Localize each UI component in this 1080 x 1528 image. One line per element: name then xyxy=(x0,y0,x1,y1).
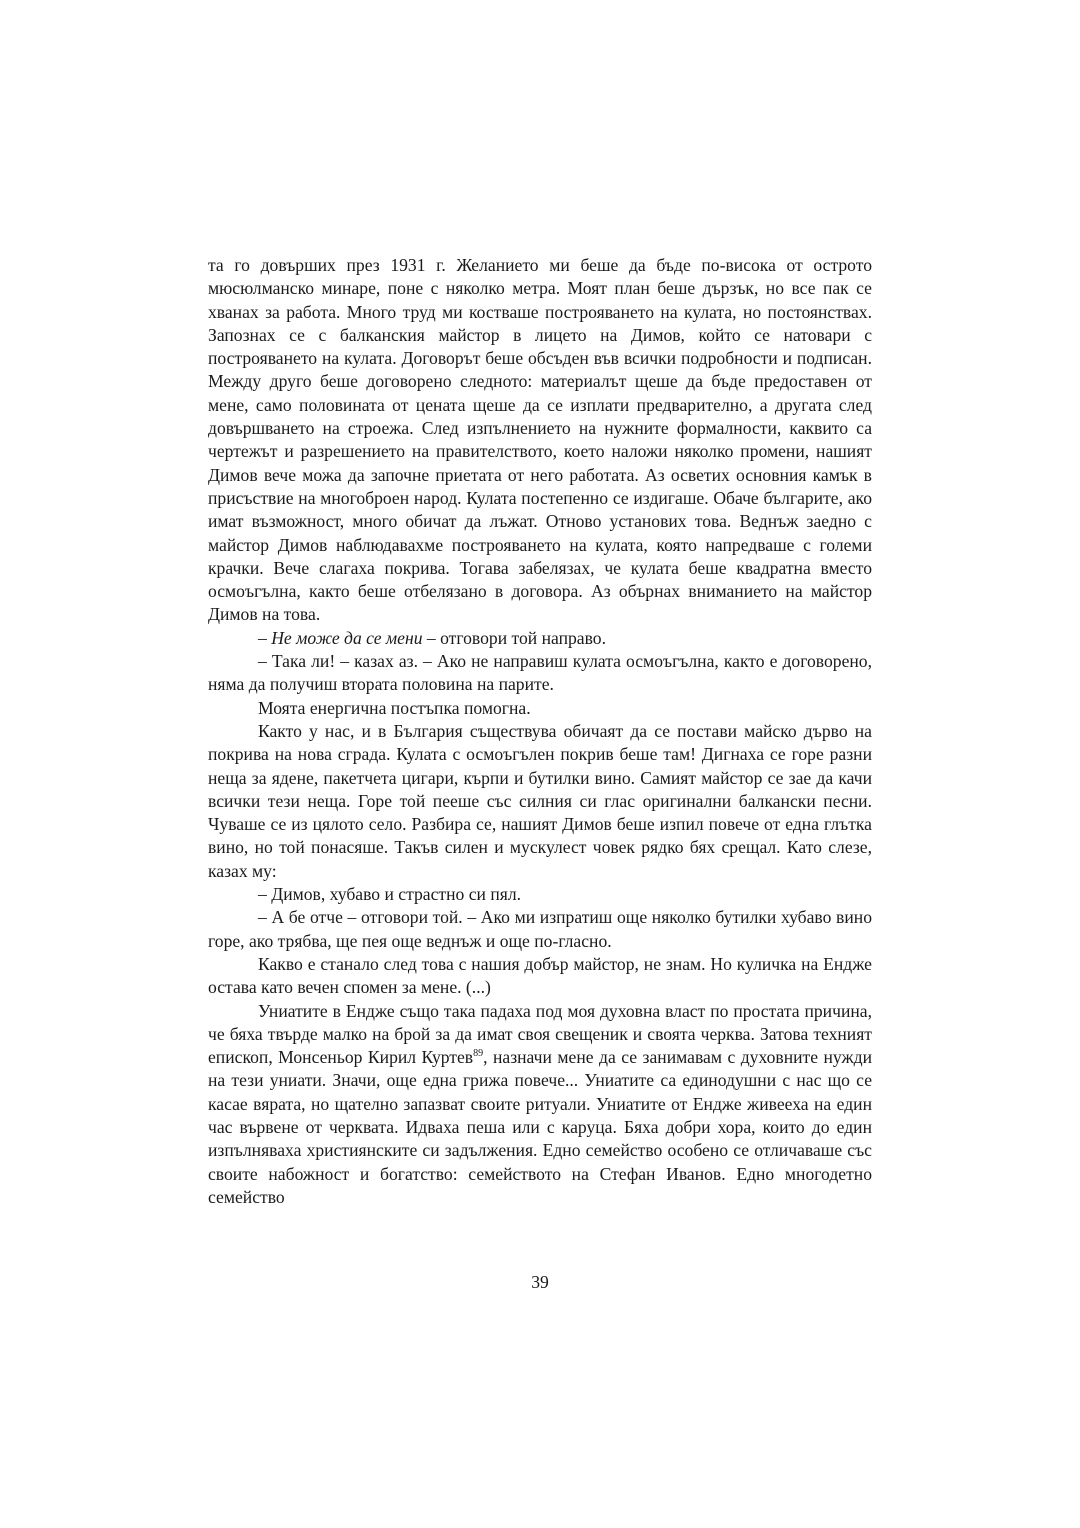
paragraph-text: Моята енергична постъпка помогна. xyxy=(258,697,531,718)
paragraph-text: Какво е станало след това с нашия добър майстор, не знам. Но куличка на Ендже остава като вечен спомен за мене. (...) xyxy=(208,953,872,998)
paragraph-text: – Така ли! – казах аз. – Ако не направиш кулата осмоъгълна, както е договорено, няма да получиш втората половина на парите. xyxy=(208,651,872,695)
paragraph-text: та го довърших през 1931 г. Желанието ми беше да бъде по-висока от острото мюсюлманско минаре, поне с няколко метра. Моят план беше дързък, но все пак се хванах за работа. Много труд ми костваше построяването на кулата, но постоянствах. Запознах се с балканския майстор в лицето на Димов, който се натовари с построяването на кулата. Договорът беше обсъден във всички подробности и подписан. Между друго беше договорено следното: материалът щеше да бъде предоставен от мене, само половината от цената щеше да се изплати предварително, а другата след довършването на строежа. След изпълнението на нужните формалности, каквито са чертежът и разрешението на правителството, което наложи няколко промени, нашият Димов вече можа да започне приетата от него работата. Аз осветих основния камък в присъствие на многоброен народ. Кулата постепенно се издигаше. Обаче българите, ако имат възможност, много обичат да лъжат. Отново установих това. Веднъж заедно с майстор Димов наблюдавахме построяването на кулата, която напредваше с големи крачки. Вече слагаха покрива. Тогава забелязах, че кулата беше квадратна вместо осмоъгълна, както беше отбелязано в договора. Аз обърнах вниманието на майстор Димов на това. xyxy=(208,255,872,625)
paragraph xyxy=(208,906,872,953)
paragraph-text: – отговори той направо. xyxy=(422,627,606,648)
paragraph xyxy=(208,254,872,627)
paragraph xyxy=(208,650,872,697)
paragraph xyxy=(208,627,872,650)
paragraph xyxy=(208,720,872,883)
body-text xyxy=(208,254,872,1209)
paragraph-text: – А бе отче – отговори той. – Ако ми изпратиш още няколко бутилки хубаво вино горе, ако трябва, ще пея още веднъж и още по-гласно. xyxy=(208,907,872,951)
paragraph-text: Както у нас, и в България съществува обичаят да се постави майско дърво на покрива на нова сграда. Кулата с осмоъгълен покрив беше там! Дигнаха се горе разни неща за ядене, пакетчета цигари, кърпи и бутилки вино. Самият майстор се зае да качи всички тези неща. Горе той пееше със силния си глас оригинални балкански песни. Чуваше се из цялото село. Разбира се, нашият Димов беше изпил повече от една глътка вино, но той понасяше. Такъв силен и мускулест човек рядко бях срещал. Като слезе, казах му: xyxy=(208,720,872,881)
italic-quote: Не може да се мени xyxy=(271,627,423,648)
paragraph-text: Униатите в Ендже също така падаха под моя духовна власт по простата причина, че бяха твърде малко на брой за да имат своя свещеник и своята черква. Затова техният епископ, Монсеньор Кирил Куртев xyxy=(208,1000,872,1068)
paragraph xyxy=(208,883,872,906)
paragraph xyxy=(208,1000,872,1210)
paragraph-text: – Димов, хубаво и страстно си пял. xyxy=(258,884,522,905)
paragraph-text: , назначи мене да се занимавам с духовните нужди на тези униати. Значи, още една грижа повече... Униатите са единодушни с нас що се касае вярата, но щателно запазват своите ритуали. Униатите от Ендже живееха на един час вървене от черквата. Идваха пеша или с каруца. Бяха добри хора, които до един изпълняваха християнските си задължения. Едно семейство особено се отличаваше със своите набожност и богатство: семейството на Стефан Иванов. Едно многодетно семейство xyxy=(208,1047,872,1207)
dialogue-dash: – xyxy=(258,627,272,648)
page-number: 39 xyxy=(531,1272,549,1292)
footnote-marker: 89 xyxy=(473,1048,484,1060)
paragraph xyxy=(208,697,872,720)
paragraph xyxy=(208,953,872,1000)
